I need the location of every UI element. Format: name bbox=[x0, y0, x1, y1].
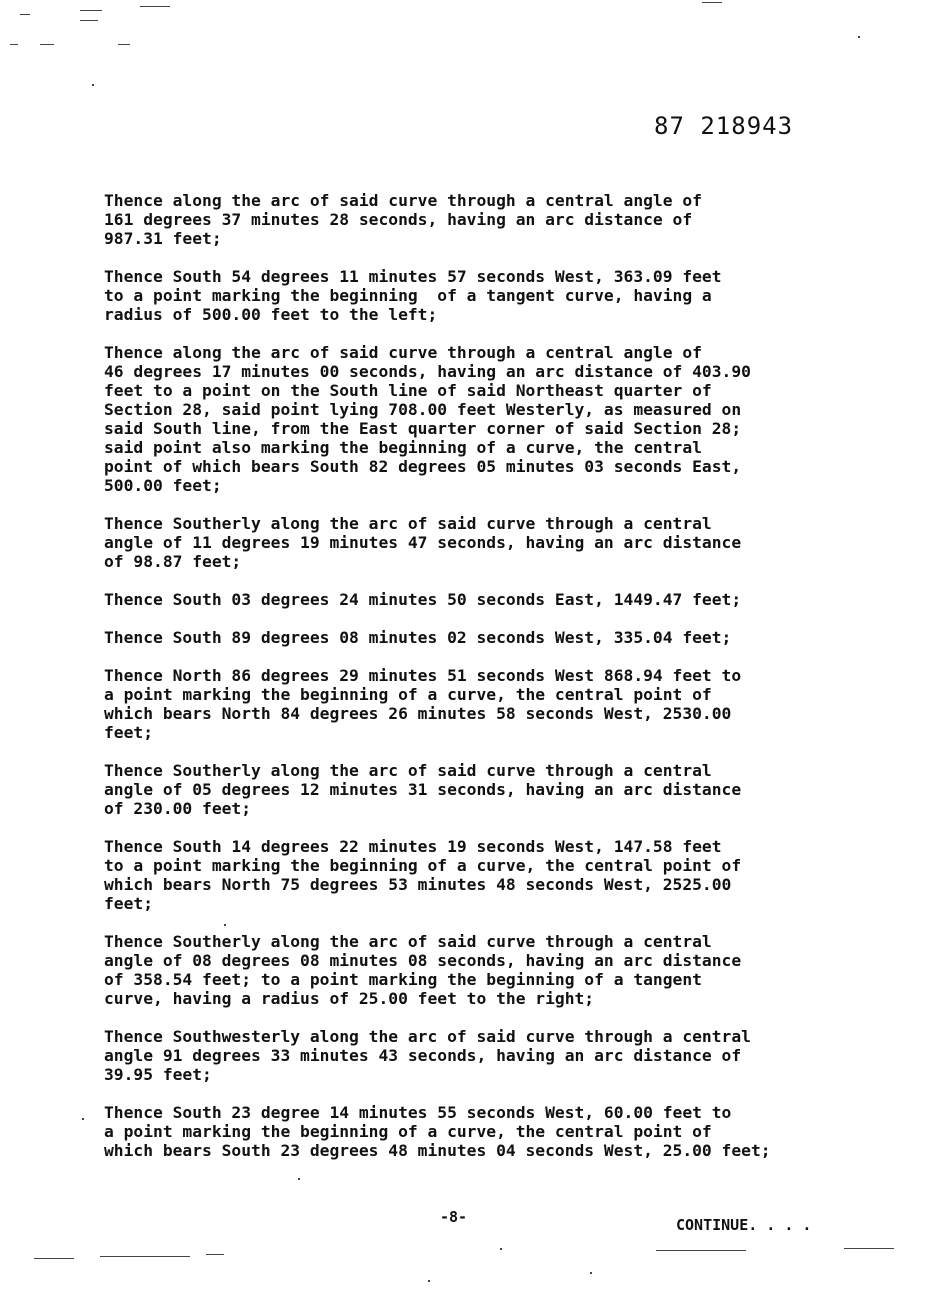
scan-mark bbox=[428, 1280, 430, 1282]
scan-mark bbox=[140, 6, 170, 7]
paragraph: Thence Southerly along the arc of said curve through a central angle of 05 degrees 12 minutes 31 seconds, having an arc distance of 230.00 feet; bbox=[104, 761, 742, 818]
scan-mark bbox=[100, 1256, 190, 1257]
legal-description bbox=[104, 191, 846, 1179]
paragraph: Thence South 89 degrees 08 minutes 02 seconds West, 335.04 feet; bbox=[104, 628, 732, 647]
continue-label: CONTINUE. . . . bbox=[676, 1216, 812, 1234]
recording-number: 87 218943 bbox=[654, 112, 794, 140]
paragraph: Thence Southerly along the arc of said curve through a central angle of 08 degrees 08 minutes 08 seconds, having an arc distance of 358.54 feet; to a point marking the beginning of a tangent curve, having a radius of 25.00 feet to the right; bbox=[104, 932, 742, 1008]
scan-mark bbox=[80, 20, 98, 21]
scan-mark bbox=[858, 36, 860, 38]
scan-mark bbox=[702, 2, 722, 3]
scan-mark bbox=[82, 1118, 84, 1120]
paragraph: Thence South 54 degrees 11 minutes 57 seconds West, 363.09 feet to a point marking the beginning of a tangent curve, having a radius of 500.00 feet to the left; bbox=[104, 267, 722, 324]
paragraph: Thence Southerly along the arc of said curve through a central angle of 11 degrees 19 minutes 47 seconds, having an arc distance of 98.87 feet; bbox=[104, 514, 742, 571]
scan-mark bbox=[34, 1258, 74, 1259]
paragraph: Thence South 14 degrees 22 minutes 19 seconds West, 147.58 feet to a point marking the beginning of a curve, the central point of which bears North 75 degrees 53 minutes 48 seconds West, 2525.00 feet; bbox=[104, 837, 742, 913]
scan-mark bbox=[118, 44, 130, 45]
paragraph: Thence South 23 degree 14 minutes 55 seconds West, 60.00 feet to a point marking the beginning of a curve, the central point of which bears South 23 degrees 48 minutes 04 seconds West, 25.00 feet; bbox=[104, 1103, 771, 1160]
scan-mark bbox=[844, 1248, 894, 1249]
scan-mark bbox=[10, 44, 18, 45]
scan-mark bbox=[80, 10, 102, 11]
scan-mark bbox=[500, 1248, 502, 1250]
scan-mark bbox=[590, 1272, 592, 1274]
paragraph: Thence along the arc of said curve through a central angle of 46 degrees 17 minutes 00 seconds, having an arc distance of 403.90 feet to a point on the South line of said Northeast quarter of Section 28, said point lying 708.00 feet Westerly, as measured on said South line, from the East quarter corner of said Section 28; said point also marking the beginning of a curve, the central point of which bears South 82 degrees 05 minutes 03 seconds East, 500.00 feet; bbox=[104, 343, 751, 495]
paragraph: Thence Southwesterly along the arc of said curve through a central angle 91 degrees 33 minutes 43 seconds, having an arc distance of 39.95 feet; bbox=[104, 1027, 751, 1084]
page-number: -8- bbox=[440, 1208, 468, 1226]
paragraph: Thence South 03 degrees 24 minutes 50 seconds East, 1449.47 feet; bbox=[104, 590, 742, 609]
paragraph: Thence along the arc of said curve through a central angle of 161 degrees 37 minutes 28 seconds, having an arc distance of 987.31 feet; bbox=[104, 191, 702, 248]
scan-mark bbox=[20, 14, 30, 15]
paragraph: Thence North 86 degrees 29 minutes 51 seconds West 868.94 feet to a point marking the beginning of a curve, the central point of which bears North 84 degrees 26 minutes 58 seconds West, 2530.00 feet; bbox=[104, 666, 742, 742]
scan-mark bbox=[206, 1254, 224, 1255]
scan-mark bbox=[656, 1250, 746, 1251]
scan-mark bbox=[40, 44, 54, 45]
scan-mark bbox=[92, 84, 94, 86]
